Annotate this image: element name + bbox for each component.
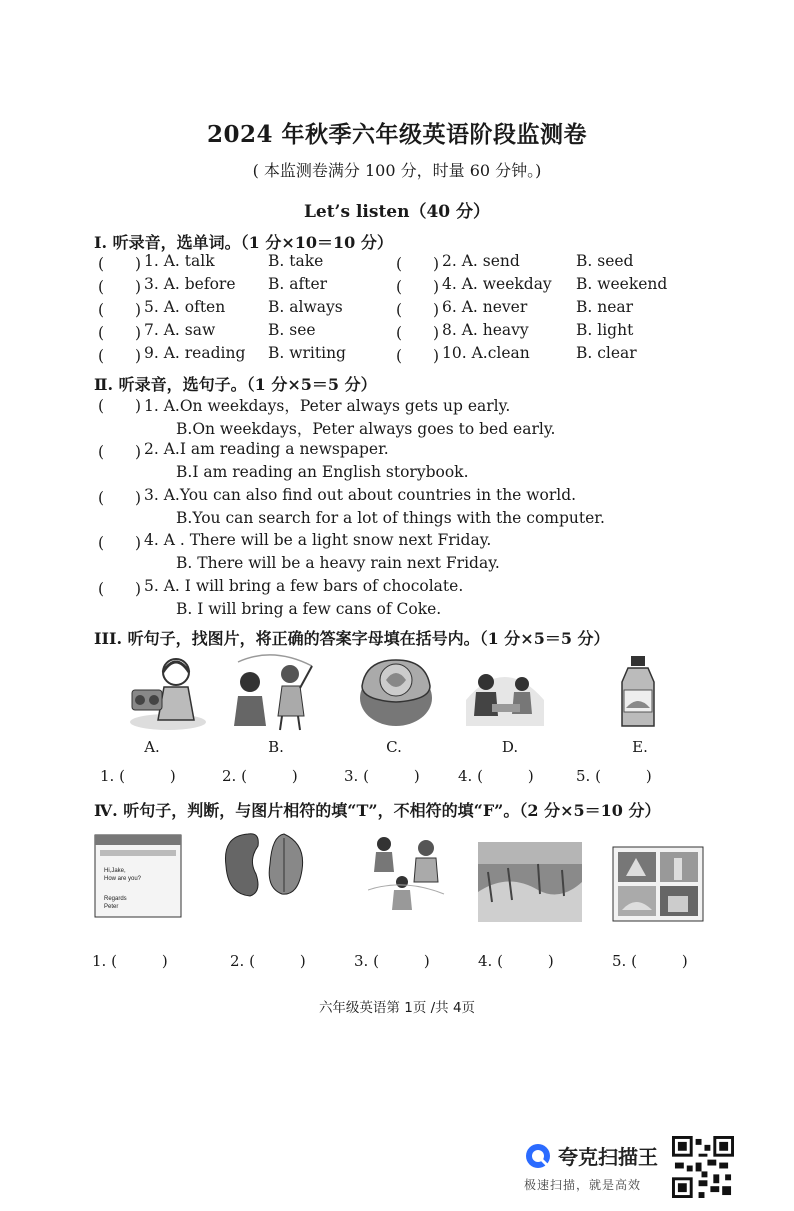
section1-right-option-b: B. clear — [576, 344, 637, 362]
section2-option-b: B.On weekdays，Peter always goes to bed early. — [176, 420, 556, 438]
seeds-picture — [218, 830, 308, 902]
country-landmarks-picture — [612, 846, 704, 922]
section1-right-option-a: 6. A. never — [442, 298, 528, 316]
section2-option-a: 2. A.I am reading a newspaper. — [144, 440, 389, 458]
answer-blank[interactable]: 3. ( ) — [344, 767, 420, 785]
section1-left-option-a: 7. A. saw — [144, 321, 216, 339]
section1-right-paren: ( ) — [396, 347, 440, 365]
answer-blank[interactable]: 3. ( ) — [354, 952, 430, 970]
section1-right-option-a: 2. A. send — [442, 252, 520, 270]
answer-blank[interactable]: 4. ( ) — [478, 952, 554, 970]
section1-right-option-a: 10. A.clean — [442, 344, 530, 362]
section1-right-paren: ( ) — [396, 278, 440, 296]
section1-left-option-b: B. see — [268, 321, 316, 339]
answer-blank[interactable]: 1. ( ) — [100, 767, 176, 785]
section1-left-paren: ( ) — [98, 301, 142, 319]
section2-option-b: B.You can search for a lot of things with the computer. — [176, 509, 605, 527]
section1-title: Ⅰ. 听录音，选单词。（1 分×10＝10 分） — [94, 233, 393, 252]
two-girls-waving-picture — [228, 652, 318, 732]
section1-left-paren: ( ) — [98, 278, 142, 296]
boy-headphones-picture — [128, 652, 210, 732]
email-line-2: How are you? — [104, 876, 142, 882]
section1-left-option-b: B. always — [268, 298, 343, 316]
section1-left-option-a: 1. A. talk — [144, 252, 215, 270]
brand-slogan: 极速扫描，就是高效 — [524, 1178, 642, 1192]
section1-right-option-b: B. weekend — [576, 275, 668, 293]
email-line-1: Hi,Jake, — [104, 868, 126, 874]
picture-label: D. — [501, 738, 519, 756]
section2-option-a: 1. A.On weekdays，Peter always gets up early. — [144, 397, 511, 415]
section2-paren: ( ) — [98, 443, 142, 461]
mooncake-picture — [358, 650, 434, 730]
snowy-landscape-picture — [478, 842, 582, 922]
section1-left-paren: ( ) — [98, 324, 142, 342]
section2-paren: ( ) — [98, 489, 142, 507]
answer-blank[interactable]: 2. ( ) — [222, 767, 298, 785]
brand-name: 夸克扫描王 — [558, 1145, 658, 1169]
section1-left-option-a: 3. A. before — [144, 275, 236, 293]
answer-blank[interactable]: 1. ( ) — [92, 952, 168, 970]
answer-blank[interactable]: 5. ( ) — [576, 767, 652, 785]
section2-option-b: B.I am reading an English storybook. — [176, 463, 469, 481]
page-subtitle: ( 本监测卷满分 100 分，时量 60 分钟。) — [252, 161, 542, 180]
section1-left-option-a: 5. A. often — [144, 298, 226, 316]
answer-blank[interactable]: 2. ( ) — [230, 952, 306, 970]
section1-left-option-b: B. writing — [268, 344, 346, 362]
picture-label: C. — [386, 738, 402, 756]
section1-left-option-b: B. after — [268, 275, 328, 293]
picture-label: A. — [144, 738, 160, 756]
scanner-brand — [524, 1140, 664, 1200]
picture-label: B. — [268, 738, 284, 756]
section2-option-a: 4. A . There will be a light snow next Friday. — [144, 531, 492, 549]
part-title: Let’s listen（40 分） — [303, 202, 491, 222]
section2-title: Ⅱ. 听录音，选句子。（1 分×5＝5 分） — [94, 375, 377, 394]
section2-paren: ( ) — [98, 397, 142, 415]
section1-right-paren: ( ) — [396, 255, 440, 273]
section2-paren: ( ) — [98, 580, 142, 598]
section2-option-b: B. I will bring a few cans of Coke. — [176, 600, 442, 618]
section1-right-option-b: B. seed — [576, 252, 634, 270]
section1-right-paren: ( ) — [396, 324, 440, 342]
section2-paren: ( ) — [98, 534, 142, 552]
section2-option-b: B. There will be a heavy rain next Friday. — [176, 554, 500, 572]
page-footer: 六年级英语第 1页 /共 4页 — [318, 1000, 476, 1016]
section3-title: III. 听句子，找图片，将正确的答案字母填在括号内。（1 分×5＝5 分） — [94, 629, 610, 648]
section2-option-a: 3. A.You can also find out about countries in the world. — [144, 486, 577, 504]
section1-right-option-a: 8. A. heavy — [442, 321, 529, 339]
section1-right-option-b: B. light — [576, 321, 634, 339]
family-dinner-picture — [464, 660, 546, 728]
email-line-3: Regards — [104, 896, 127, 902]
section1-left-option-b: B. take — [268, 252, 324, 270]
section1-right-option-a: 4. A. weekday — [442, 275, 552, 293]
section2-option-a: 5. A. I will bring a few bars of chocolate. — [144, 577, 464, 595]
section1-left-paren: ( ) — [98, 347, 142, 365]
juice-bottle-picture — [618, 654, 658, 730]
answer-blank[interactable]: 4. ( ) — [458, 767, 534, 785]
kids-playing-picture — [368, 832, 446, 914]
page-title: 2024 年秋季六年级英语阶段监测卷 — [206, 121, 588, 148]
section4-title: Ⅳ. 听句子，判断，与图片相符的填“T”，不相符的填“F”。（2 分×5＝10 分） — [94, 801, 661, 820]
qr-code-icon — [672, 1136, 734, 1198]
section1-left-paren: ( ) — [98, 255, 142, 273]
section1-right-option-b: B. near — [576, 298, 634, 316]
answer-blank[interactable]: 5. ( ) — [612, 952, 688, 970]
section1-left-option-a: 9. A. reading — [144, 344, 246, 362]
email-line-4: Peter — [104, 904, 119, 910]
email-window-picture — [94, 834, 182, 918]
picture-label: E. — [632, 738, 648, 756]
section1-right-paren: ( ) — [396, 301, 440, 319]
quark-logo-icon — [524, 1142, 552, 1170]
